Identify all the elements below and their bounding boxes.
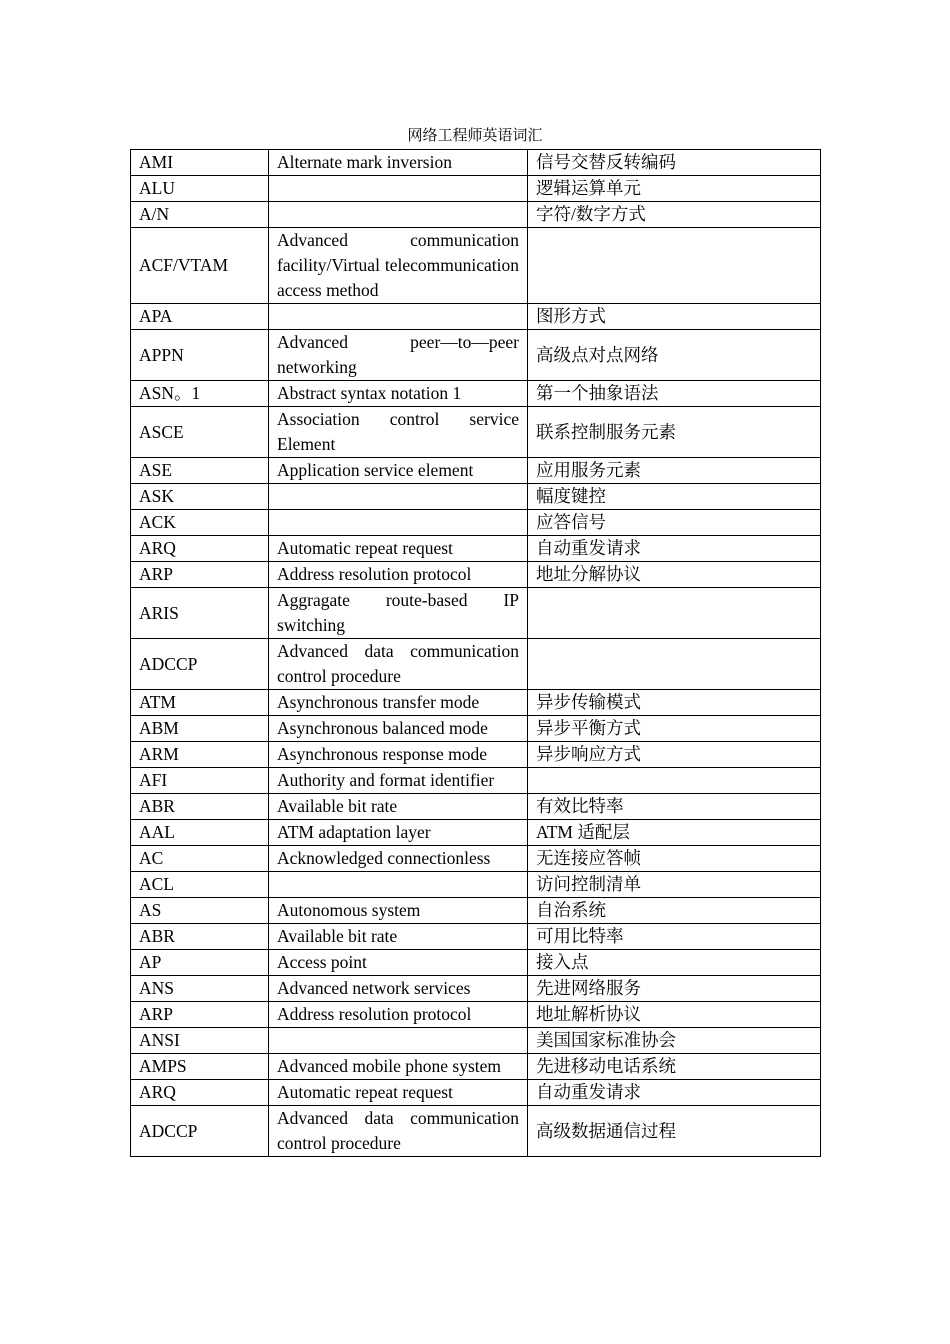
english-term-cell: Association control service Element <box>269 407 528 458</box>
chinese-term-cell: 美国国家标准协会 <box>528 1028 821 1054</box>
abbreviation-cell: ABR <box>131 794 269 820</box>
english-term-cell <box>269 872 528 898</box>
table-row <box>131 716 821 742</box>
abbreviation-cell: A/N <box>131 202 269 228</box>
english-term-cell: Address resolution protocol <box>269 1002 528 1028</box>
chinese-term-cell: 高级数据通信过程 <box>528 1106 821 1157</box>
table-row <box>131 872 821 898</box>
abbreviation-cell: ARM <box>131 742 269 768</box>
abbreviation-cell: AFI <box>131 768 269 794</box>
chinese-term-cell: 有效比特率 <box>528 794 821 820</box>
table-row <box>131 1106 821 1157</box>
chinese-term-cell: 地址分解协议 <box>528 562 821 588</box>
abbreviation-cell: ARP <box>131 1002 269 1028</box>
chinese-term-cell: 访问控制清单 <box>528 872 821 898</box>
abbreviation-cell: ARIS <box>131 588 269 639</box>
english-term-cell: Address resolution protocol <box>269 562 528 588</box>
abbreviation-cell: ACL <box>131 872 269 898</box>
table-row <box>131 150 821 176</box>
table-row <box>131 484 821 510</box>
table-row <box>131 820 821 846</box>
abbreviation-cell: APPN <box>131 330 269 381</box>
english-term-cell <box>269 1028 528 1054</box>
chinese-term-cell: 异步响应方式 <box>528 742 821 768</box>
abbreviation-cell: ADCCP <box>131 1106 269 1157</box>
chinese-term-cell <box>528 639 821 690</box>
document-title: 网络工程师英语词汇 <box>407 128 543 144</box>
abbreviation-cell: ASN。1 <box>131 381 269 407</box>
english-term-cell: Automatic repeat request <box>269 536 528 562</box>
chinese-term-cell: 字符/数字方式 <box>528 202 821 228</box>
abbreviation-cell: ASE <box>131 458 269 484</box>
english-term-cell: Advanced data communication control procedure <box>269 1106 528 1157</box>
english-term-cell: Advanced data communication control procedure <box>269 639 528 690</box>
english-term-cell: Available bit rate <box>269 794 528 820</box>
english-term-cell: Advanced network services <box>269 976 528 1002</box>
abbreviation-cell: ABM <box>131 716 269 742</box>
chinese-term-cell: 自动重发请求 <box>528 536 821 562</box>
table-row <box>131 1002 821 1028</box>
table-row <box>131 176 821 202</box>
abbreviation-cell: ANS <box>131 976 269 1002</box>
table-row <box>131 1028 821 1054</box>
table-row <box>131 794 821 820</box>
table-row <box>131 950 821 976</box>
english-term-cell <box>269 176 528 202</box>
table-row <box>131 898 821 924</box>
english-term-cell: Advanced communication facility/Virtual telecommunication access method <box>269 228 528 304</box>
abbreviation-cell: ASCE <box>131 407 269 458</box>
abbreviation-cell: AMI <box>131 150 269 176</box>
chinese-term-cell <box>528 588 821 639</box>
english-term-cell <box>269 304 528 330</box>
chinese-term-cell: 第一个抽象语法 <box>528 381 821 407</box>
english-term-cell: Advanced mobile phone system <box>269 1054 528 1080</box>
abbreviation-cell: APA <box>131 304 269 330</box>
table-row <box>131 458 821 484</box>
english-term-cell: Authority and format identifier <box>269 768 528 794</box>
table-row <box>131 924 821 950</box>
abbreviation-cell: ADCCP <box>131 639 269 690</box>
abbreviation-cell: AC <box>131 846 269 872</box>
table-row <box>131 381 821 407</box>
chinese-term-cell: 联系控制服务元素 <box>528 407 821 458</box>
english-term-cell: Access point <box>269 950 528 976</box>
english-term-cell: Available bit rate <box>269 924 528 950</box>
table-row <box>131 562 821 588</box>
english-term-cell: Abstract syntax notation 1 <box>269 381 528 407</box>
table-row <box>131 510 821 536</box>
english-term-cell <box>269 484 528 510</box>
abbreviation-cell: ATM <box>131 690 269 716</box>
chinese-term-cell: 可用比特率 <box>528 924 821 950</box>
table-row <box>131 690 821 716</box>
abbreviation-cell: ACF/VTAM <box>131 228 269 304</box>
abbreviation-cell: ALU <box>131 176 269 202</box>
abbreviation-cell: AP <box>131 950 269 976</box>
english-term-cell: Autonomous system <box>269 898 528 924</box>
english-term-cell: Asynchronous transfer mode <box>269 690 528 716</box>
table-row <box>131 304 821 330</box>
abbreviation-cell: AAL <box>131 820 269 846</box>
chinese-term-cell: 图形方式 <box>528 304 821 330</box>
english-term-cell: Advanced peer—to—peer networking <box>269 330 528 381</box>
chinese-term-cell <box>528 768 821 794</box>
table-row <box>131 768 821 794</box>
chinese-term-cell: 自动重发请求 <box>528 1080 821 1106</box>
table-row <box>131 588 821 639</box>
table-row <box>131 639 821 690</box>
english-term-cell: Aggragate route-based IP switching <box>269 588 528 639</box>
table-row <box>131 228 821 304</box>
chinese-term-cell: 应答信号 <box>528 510 821 536</box>
english-term-cell: Application service element <box>269 458 528 484</box>
vocabulary-table-body <box>131 150 821 1157</box>
abbreviation-cell: ACK <box>131 510 269 536</box>
abbreviation-cell: ARQ <box>131 536 269 562</box>
english-term-cell: Asynchronous balanced mode <box>269 716 528 742</box>
english-term-cell: Alternate mark inversion <box>269 150 528 176</box>
abbreviation-cell: AMPS <box>131 1054 269 1080</box>
english-term-cell: Automatic repeat request <box>269 1080 528 1106</box>
abbreviation-cell: ABR <box>131 924 269 950</box>
english-term-cell: Asynchronous response mode <box>269 742 528 768</box>
english-term-cell <box>269 510 528 536</box>
chinese-term-cell: 接入点 <box>528 950 821 976</box>
english-term-cell: Acknowledged connectionless <box>269 846 528 872</box>
chinese-term-cell: 高级点对点网络 <box>528 330 821 381</box>
chinese-term-cell: 异步传输模式 <box>528 690 821 716</box>
chinese-term-cell: 先进移动电话系统 <box>528 1054 821 1080</box>
chinese-term-cell: 应用服务元素 <box>528 458 821 484</box>
english-term-cell <box>269 202 528 228</box>
chinese-term-cell: 信号交替反转编码 <box>528 150 821 176</box>
abbreviation-cell: ASK <box>131 484 269 510</box>
chinese-term-cell: 幅度键控 <box>528 484 821 510</box>
chinese-term-cell: 地址解析协议 <box>528 1002 821 1028</box>
abbreviation-cell: ARQ <box>131 1080 269 1106</box>
chinese-term-cell: 异步平衡方式 <box>528 716 821 742</box>
table-row <box>131 742 821 768</box>
table-row <box>131 330 821 381</box>
abbreviation-cell: AS <box>131 898 269 924</box>
table-row <box>131 846 821 872</box>
table-row <box>131 536 821 562</box>
english-term-cell: ATM adaptation layer <box>269 820 528 846</box>
table-row <box>131 1054 821 1080</box>
chinese-term-cell: ATM 适配层 <box>528 820 821 846</box>
table-row <box>131 1080 821 1106</box>
chinese-term-cell: 先进网络服务 <box>528 976 821 1002</box>
chinese-term-cell: 逻辑运算单元 <box>528 176 821 202</box>
chinese-term-cell <box>528 228 821 304</box>
vocabulary-table <box>130 149 821 1157</box>
abbreviation-cell: ANSI <box>131 1028 269 1054</box>
table-row <box>131 407 821 458</box>
abbreviation-cell: ARP <box>131 562 269 588</box>
chinese-term-cell: 无连接应答帧 <box>528 846 821 872</box>
table-row <box>131 202 821 228</box>
table-row <box>131 976 821 1002</box>
chinese-term-cell: 自治系统 <box>528 898 821 924</box>
